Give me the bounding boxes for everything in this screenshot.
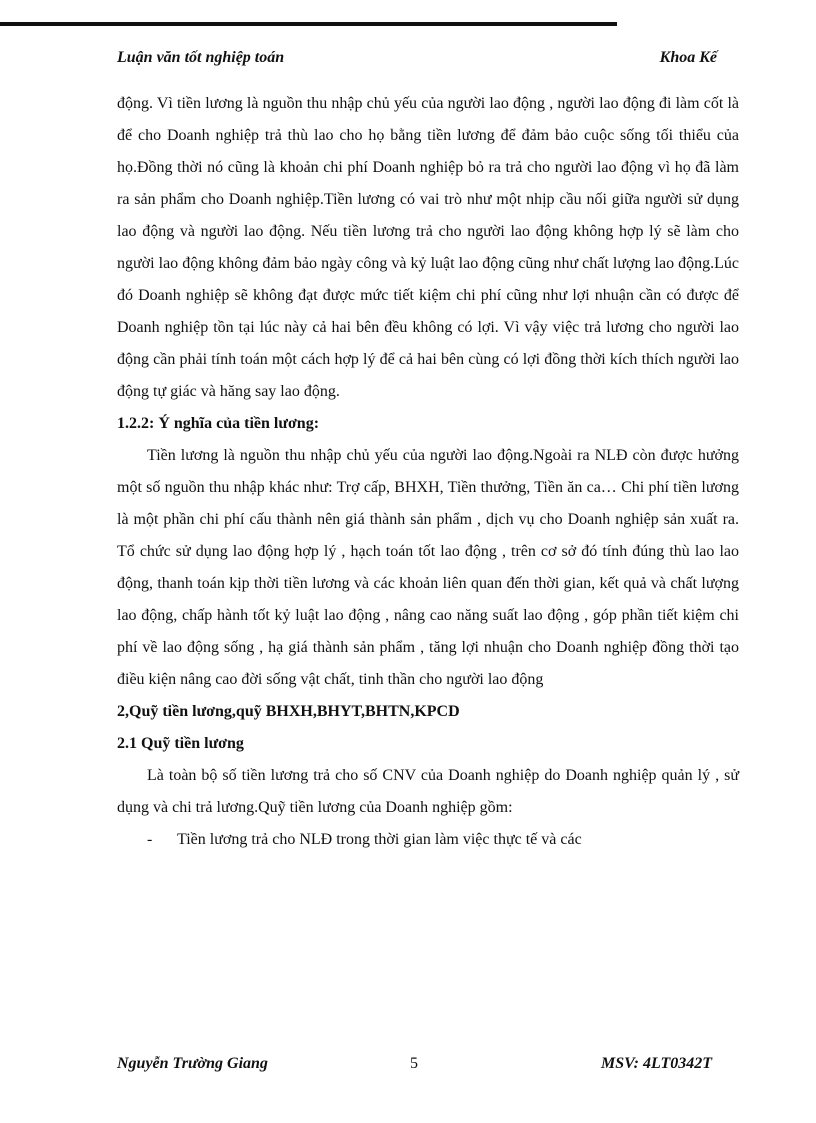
header-faculty: Khoa Kế xyxy=(659,49,717,66)
heading-wage-fund: 2.1 Quỹ tiền lương xyxy=(117,735,244,752)
list-item xyxy=(117,824,739,856)
paragraph-continuation: động. Vì tiền lương là nguồn thu nhập chủ yếu của người lao động , người lao động đi làm cốt là để cho Doanh nghiệp trả thù lao cho họ bằng tiền lương để đảm bảo cuộc sống tối thiểu của họ.Đồng thời nó cũng là khoản chi phí Doanh nghiệp bỏ ra trả cho người lao động vì họ đã làm ra sản phẩm cho Doanh nghiệp.Tiền lương có vai trò như một nhịp cầu nối giữa người sử dụng lao động và người lao động. Nếu tiền lương trả cho người lao động không hợp lý sẽ làm cho người lao động không đảm bảo ngày công và kỷ luật lao động cũng như chất lượng lao động.Lúc đó Doanh nghiệp sẽ không đạt được mức tiết kiệm chi phí cũng như lợi nhuận cần có được để Doanh nghiệp tồn tại lúc này cả hai bên đều không có lợi. Vì vậy việc trả lương cho người lao động cần phải tính toán một cách hợp lý để cả hai bên cùng có lợi đồng thời kích thích người lao động tự giác và hăng say lao động. xyxy=(117,95,739,400)
paragraph-wage-fund: Là toàn bộ số tiền lương trả cho số CNV của Doanh nghiệp do Doanh nghiệp quản lý , sử dụng và chi trả lương.Quỹ tiền lương của Doanh nghiệp gồm: xyxy=(117,767,739,816)
heading-wage-funds: 2,Quỹ tiền lương,quỹ BHXH,BHYT,BHTN,KPCD xyxy=(117,703,460,720)
header-rule xyxy=(0,22,617,26)
list-item-text: Tiền lương trả cho NLĐ trong thời gian làm việc thực tế và các xyxy=(177,831,582,848)
header-thesis-title: Luận văn tốt nghiệp toán xyxy=(117,49,285,66)
heading-meaning-of-wages: 1.2.2: Ý nghĩa của tiền lương: xyxy=(117,415,320,432)
paragraph-meaning-of-wages: Tiền lương là nguồn thu nhập chủ yếu của người lao động.Ngoài ra NLĐ còn được hưởng một số nguồn thu nhập khác như: Trợ cấp, BHXH, Tiền thưởng, Tiền ăn ca… Chi phí tiền lương là một phần chi phí cấu thành nên giá thành sản phẩm , dịch vụ cho Doanh nghiệp sản xuất ra. Tổ chức sử dụng lao động hợp lý , hạch toán tốt lao động , trên cơ sở đó tính đúng thù lao lao động, thanh toán kịp thời tiền lương và các khoản liên quan đến thời gian, kết quả và chất lượng lao động, chấp hành tốt kỷ luật lao động , nâng cao năng suất lao động , góp phần tiết kiệm chi phí về lao động sống , hạ giá thành sản phẩm , tăng lợi nhuận cho Doanh nghiệp đồng thời tạo điều kiện nâng cao đời sống vật chất, tinh thần cho người lao động xyxy=(117,447,739,688)
footer-student-id: MSV: 4LT0342T xyxy=(601,1055,712,1072)
document-body xyxy=(117,88,739,856)
dash-bullet: - xyxy=(147,831,153,848)
footer-author: Nguyễn Trường Giang xyxy=(117,1055,268,1072)
footer-page-number: 5 xyxy=(410,1055,418,1072)
